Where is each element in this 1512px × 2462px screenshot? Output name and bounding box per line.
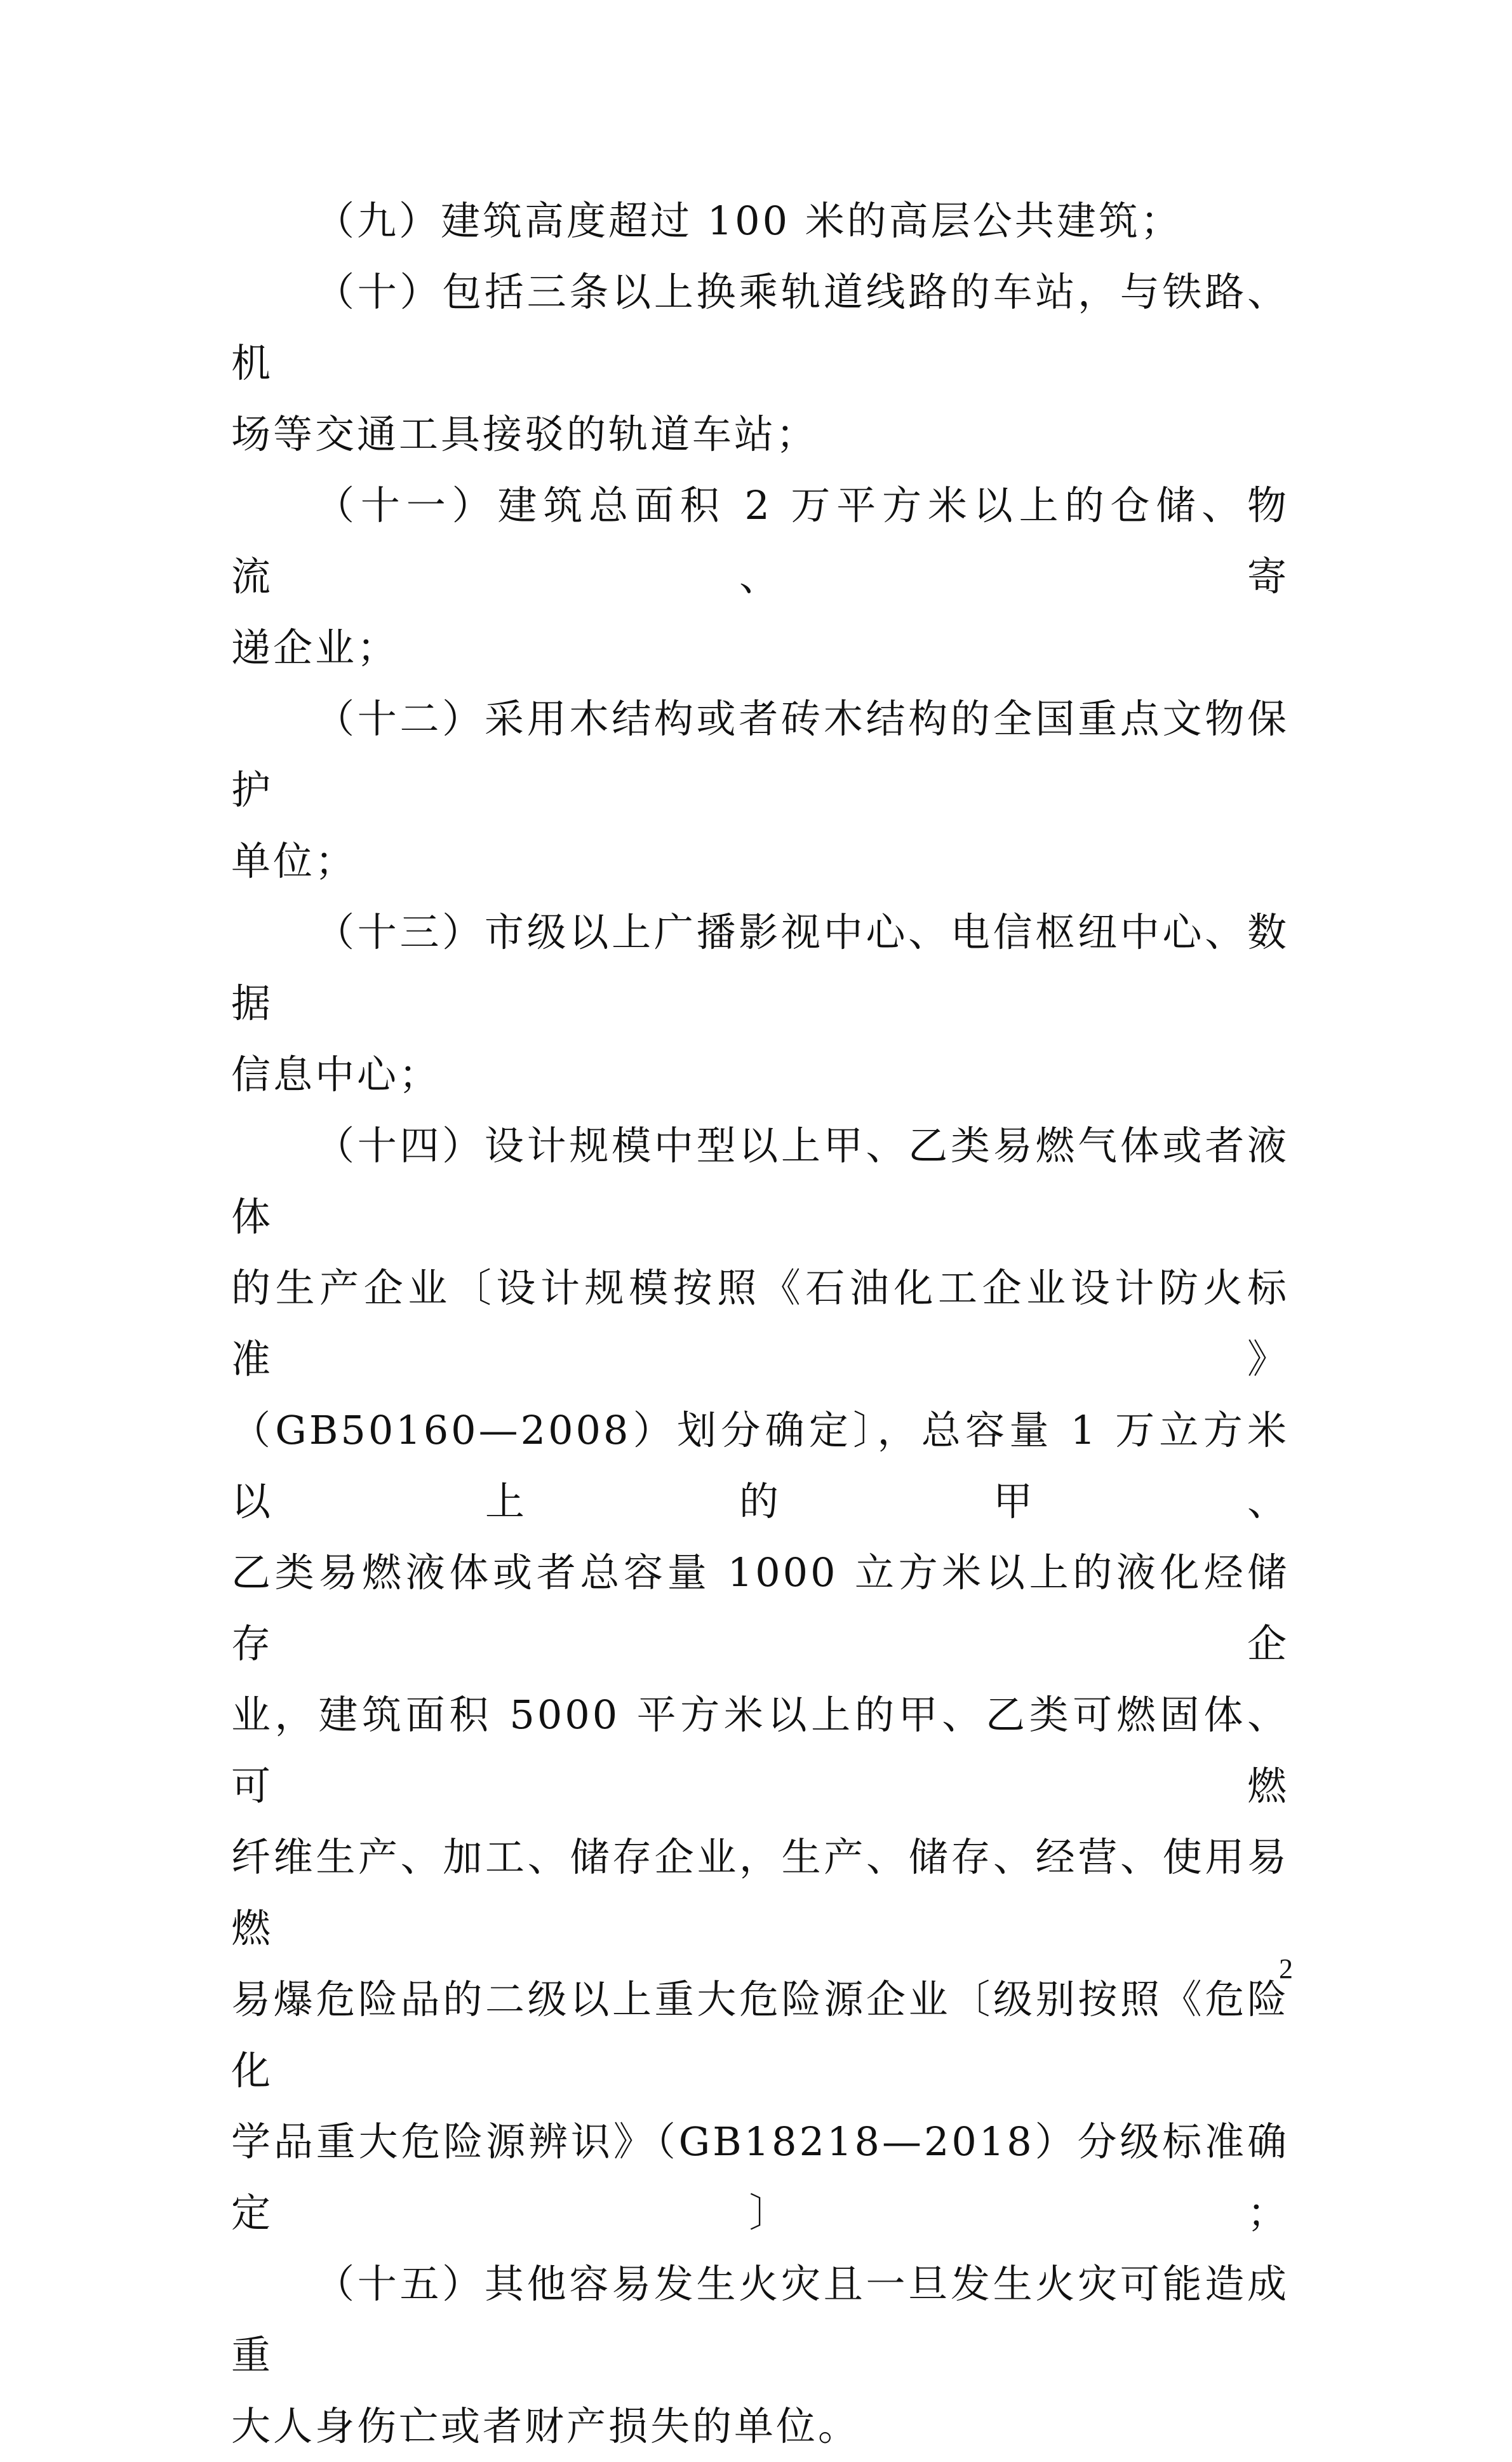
document-body (231, 185, 1289, 2462)
paragraph-item-15 (231, 2249, 1289, 2462)
paragraph-item-9 (231, 185, 1289, 257)
text-line: 信息中心； (231, 1051, 441, 1098)
text-line: 学品重大危险源辨识》（GB18218—2018）分级标准确定〕； (231, 2118, 1289, 2236)
paragraph-item-13 (231, 897, 1289, 1110)
text-line: （九）建筑高度超过 100 米的高层公共建筑； (315, 198, 1182, 244)
text-line: 的生产企业〔设计规模按照《石油化工企业设计防火标准》 (231, 1265, 1289, 1382)
text-line: （十一）建筑总面积 2 万平方米以上的仓储、物流、寄 (231, 482, 1289, 600)
text-line: （十五）其他容易发生火灾且一旦发生火灾可能造成重 (231, 2261, 1289, 2378)
text-line: （十三）市级以上广播影视中心、电信枢纽中心、数据 (231, 909, 1289, 1026)
text-line: 单位； (231, 838, 358, 884)
paragraph-item-12 (231, 683, 1289, 897)
text-line: 乙类易燃液体或者总容量 1000 立方米以上的液化烃储存企 (231, 1549, 1289, 1667)
text-line: 场等交通工具接驳的轨道车站； (231, 411, 819, 457)
paragraph-item-14 (231, 1110, 1289, 2249)
text-line: （十二）采用木结构或者砖木结构的全国重点文物保护 (231, 696, 1289, 813)
text-line: （十）包括三条以上换乘轨道线路的车站，与铁路、机 (231, 269, 1289, 386)
text-line: （GB50160—2008）划分确定〕，总容量 1 万立方米以上的甲、 (231, 1407, 1289, 1524)
text-line: 纤维生产、加工、储存企业，生产、储存、经营、使用易燃 (231, 1834, 1289, 1951)
text-line: 大人身伤亡或者财产损失的单位。 (231, 2403, 860, 2449)
text-line: 业，建筑面积 5000 平方米以上的甲、乙类可燃固体、可燃 (231, 1692, 1289, 1809)
text-line: （十四）设计规模中型以上甲、乙类易燃气体或者液体 (231, 1122, 1289, 1240)
page-number: 2 (1279, 1953, 1293, 1984)
paragraph-item-11 (231, 470, 1289, 683)
paragraph-item-10 (231, 257, 1289, 470)
text-line: 易爆危险品的二级以上重大危险源企业〔级别按照《危险化 (231, 1976, 1289, 2094)
text-line: 递企业； (231, 624, 399, 671)
